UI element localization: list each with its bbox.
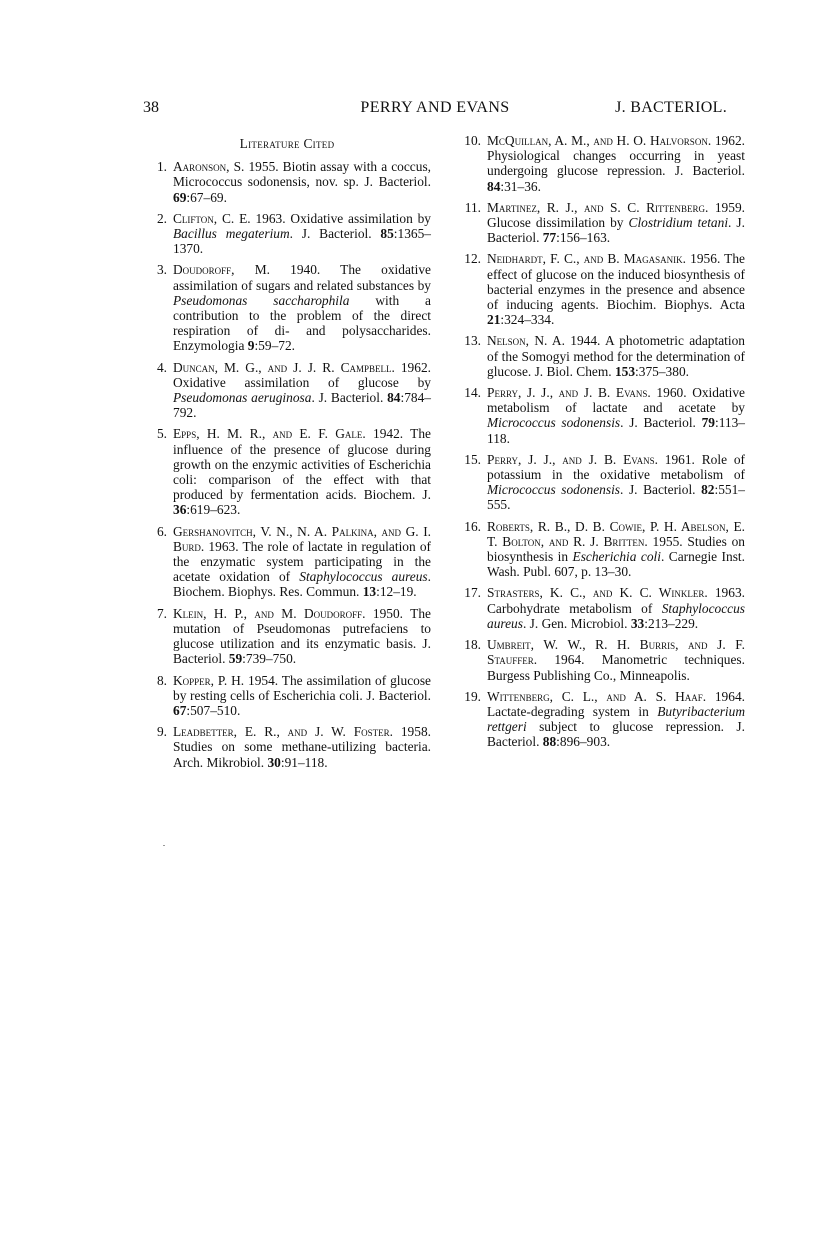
reference-authors: Perry, J. J., and J. B. Evans. [487,385,651,401]
reference-volume: 79 [701,415,715,431]
reference-number: 2. [156,210,167,226]
section-title: Literature Cited [239,136,335,151]
reference-volume: 36 [173,502,187,518]
reference-number: 1. [156,159,167,175]
reference-entry [457,385,745,446]
reference-text: 1959. Glucose dissimilation by [487,199,745,231]
reference-number: 10. [464,133,481,148]
left-column [143,133,431,776]
reference-text: 1964. Manometric techniques. Burgess Publishing Co., Minneapolis. [487,652,745,683]
reference-pages: :784–792. [173,390,432,421]
reference-pages: :551–555. [487,482,745,513]
reference-pages: :324–334. [500,312,555,328]
reference-text-cont: subject to glucose repression. J. Bacteriol. [487,719,745,750]
reference-species: Micrococcus sodonensis [487,482,621,498]
reference-volume: 77 [542,230,557,246]
reference-text: 1940. The oxidative assimilation of sugars and related substances by [173,262,431,293]
reference-number: 13. [464,333,481,349]
running-title: PERRY AND EVANS [360,99,510,116]
reference-text: 1958. Studies on some methane-utilizing bacteria. Arch. Mikrobiol. [173,724,431,770]
reference-text-cont: . Carnegie Inst. Wash. Publ. 607, p. 13–30. [487,549,745,580]
reference-text-cont: . J. Bacteriol. [487,215,745,246]
reference-entry [143,724,431,770]
reference-authors: Umbreit, W. W., R. H. Burris, and J. F. Stauffer. [487,637,745,668]
reference-text: 1960. Oxidative metabolism of lactate and acetate by [487,385,745,416]
reference-text: 1963. Oxidative assimilation by [250,210,431,226]
reference-text: 1963. Carbohydrate metabolism of [487,585,745,616]
reference-text: 1950. The mutation of Pseudomonas putrefaciens to glucose utilization and its enzymatic basis. J. Bacteriol. [173,605,431,667]
reference-number: 11. [464,199,481,215]
reference-authors: Klein, H. P., and M. Doudoroff. [173,605,366,621]
reference-species: Staphylococcus aureus [487,600,745,631]
reference-text: 1956. The effect of glucose on the induced biosynthesis of bacterial enzymes in the presence and absence of inducing agents. Biochim. Biophys. Acta [487,251,745,313]
reference-volume: 85 [380,226,394,242]
reference-text: 1954. The assimilation of glucose by resting cells of Escherichia coli. J. Bacteriol. [173,672,431,703]
reference-number: 7. [156,605,167,621]
reference-list-left [143,159,431,770]
reference-number: 3. [156,262,167,278]
reference-pages: :1365–1370. [173,226,431,257]
reference-number: 6. [156,523,167,539]
page-number: 38 [143,99,159,116]
reference-volume: 69 [173,189,187,205]
reference-entry [457,251,745,327]
reference-number: 17. [464,585,481,601]
reference-entry [457,133,745,194]
print-speck [163,845,165,846]
reference-entry [143,262,431,353]
reference-number: 4. [156,359,167,375]
reference-entry [457,333,745,379]
reference-volume: 153 [614,363,636,379]
reference-pages: :59–72. [254,338,295,354]
reference-species: Clostridium tetani [628,215,729,231]
reference-volume: 59 [228,651,243,667]
reference-entry [143,673,431,719]
reference-text: 1961. Role of potassium in the oxidative metabolism of [487,451,745,483]
reference-authors: Aaronson, S. [173,159,245,175]
reference-text: 1942. The influence of the presence of glucose during growth on the enzymic activities of Escherichia coli: comparison of the effect with that produced by fermentation acids. Biochem. J. [173,426,431,503]
reference-volume: 9 [247,338,255,354]
reference-pages: :113–118. [487,415,745,446]
reference-number: 5. [156,426,167,442]
reference-species: Bacillus megaterium [173,226,290,242]
reference-number: 16. [464,518,481,534]
reference-number: 12. [464,251,481,267]
reference-volume: 88 [542,734,557,750]
reference-pages: :12–19. [376,584,417,600]
reference-volume: 21 [487,312,501,328]
reference-number: 14. [464,385,481,401]
reference-authors: Duncan, M. G., and J. J. R. Campbell. [173,359,395,375]
reference-authors: McQuillan, A. M., and H. O. Halvorson. [487,133,712,148]
reference-volume: 82 [701,482,715,498]
reference-authors: Perry, J. J., and J. B. Evans. [487,451,658,467]
reference-text: 1955. Studies on biosynthesis in [487,533,745,565]
reference-entry [143,606,431,667]
reference-pages: :213–229. [644,615,699,631]
reference-entry [143,211,431,257]
reference-number: 9. [156,724,167,740]
reference-entry [457,452,745,513]
reference-text: 1944. A photometric adaptation of the Somogyi method for the determination of glucose. J. Biol. Chem. [487,333,745,379]
reference-entry [143,360,431,421]
reference-volume: 67 [173,702,187,718]
reference-authors: Martinez, R. J., and S. C. Rittenberg. [487,199,709,215]
reference-authors: Roberts, R. B., D. B. Cowie, P. H. Abelson, E. T. Bolton, and R. J. Britten. [487,518,745,549]
reference-pages: :156–163. [556,230,611,246]
reference-authors: Nelson, N. A. [487,333,565,349]
reference-text: 1963. The role of lactate in regulation of the enzymatic system participating in the acetate oxidation of [173,538,431,585]
reference-authors: Clifton, C. E. [173,210,251,226]
reference-volume: 33 [630,615,645,631]
reference-number: 8. [156,672,167,688]
reference-authors: Kopper, P. H. [173,672,245,688]
reference-species: Escherichia coli [572,549,661,565]
reference-number: 15. [464,451,481,467]
reference-text: 1964. Lactate-degrading system in [487,688,745,719]
reference-entry [143,426,431,517]
reference-authors: Epps, H. M. R., and E. F. Gale. [173,426,366,442]
reference-entry [457,519,745,580]
reference-list-right [457,133,745,750]
reference-pages: :896–903. [556,734,611,750]
reference-entry [457,200,745,246]
reference-entry [143,524,431,600]
reference-authors: Wittenberg, C. L., and A. S. Haaf. [487,688,707,704]
reference-entry [457,585,745,631]
reference-text: 1962. Oxidative assimilation of glucose by [173,359,431,390]
reference-text-cont: . J. Bacteriol. [620,482,702,498]
reference-pages: :739–750. [242,651,297,667]
reference-pages: :31–36. [500,178,541,194]
reference-number: 18. [464,637,481,653]
reference-species: Micrococcus sodonensis [487,415,621,431]
reference-pages: :619–623. [186,502,241,518]
reference-number: 19. [464,688,481,704]
reference-authors: Strasters, K. C., and K. C. Winkler. [487,585,708,601]
reference-authors: Gershanovitch, V. N., N. A. Palkina, and G. I. Burd. [173,523,431,554]
reference-text: 1955. Biotin assay with a coccus, Micrococcus sodonensis, nov. sp. J. Bacteriol. [173,159,432,190]
reference-volume: 30 [267,754,281,770]
reference-species: Pseudomonas saccharophila [173,292,350,308]
reference-text-cont: . J. Bacteriol. [289,226,381,242]
reference-authors: Leadbetter, E. R., and J. W. Foster. [173,724,394,740]
reference-volume: 13 [362,584,377,600]
reference-volume: 84 [487,178,501,194]
reference-volume: 84 [387,390,401,406]
reference-text-cont: with a contribution to the problem of the direct respiration of di- and polysaccharides. Enzymologia [173,292,431,354]
reference-entry [457,689,745,750]
reference-text-cont: . J. Gen. Microbiol. [522,615,631,631]
journal-name: J. BACTERIOL. [615,99,727,116]
reference-authors: Doudoroff, M. [173,262,270,278]
reference-pages: :67–69. [186,189,227,205]
reference-text-cont: . Biochem. Biophys. Res. Commun. [173,569,431,600]
right-column [457,133,745,756]
reference-authors: Neidhardt, F. C., and B. Magasanik. [487,251,687,267]
reference-text-cont: . J. Bacteriol. [311,390,388,406]
reference-text: 1962. Physiological changes occurring in yeast undergoing glucose repression. J. Bacteriol. [487,133,745,179]
reference-species: Staphylococcus aureus [299,569,428,585]
reference-text-cont: . J. Bacteriol. [620,415,702,431]
reference-entry [143,159,431,205]
reference-species: Pseudomonas aeruginosa [173,390,312,406]
reference-pages: :507–510. [186,702,241,718]
reference-pages: :375–380. [635,363,689,379]
running-header [143,99,727,123]
reference-pages: :91–118. [280,754,328,770]
reference-entry [457,637,745,683]
reference-species: Butyribacterium rettgeri [487,703,745,735]
